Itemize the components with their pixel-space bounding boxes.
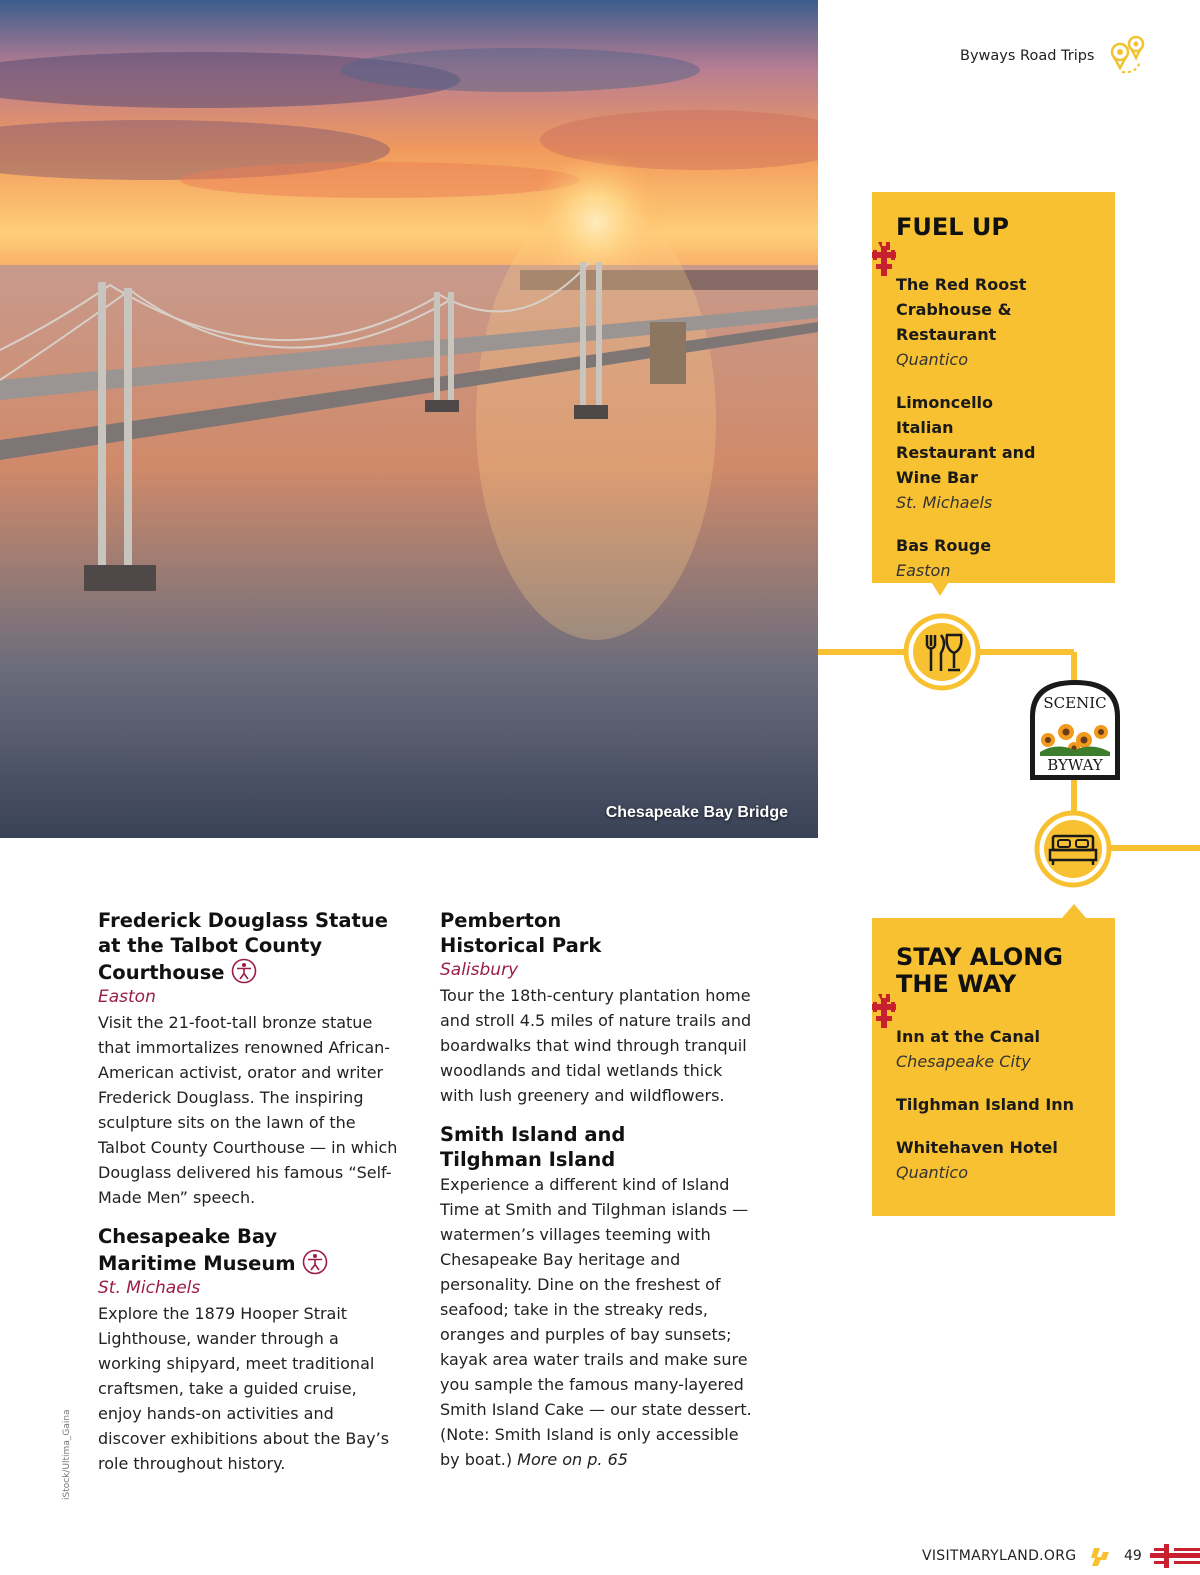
dining-icon xyxy=(903,613,981,691)
article-location: Salisbury xyxy=(440,960,519,980)
article-body: Tour the 18th-century plantation home and stroll 4.5 miles of nature trails and boardwalks that wind through tranquil woodlands and tidal wetlands thick with lush greenery and wildflowers. xyxy=(440,986,752,1105)
fuel-up-entry xyxy=(896,533,1105,583)
entry-name: Bas Rouge xyxy=(896,536,992,555)
maryland-cross-icon xyxy=(870,238,898,278)
article-body: Explore the 1879 Hooper Strait Lighthouse, wander through a working shipyard, meet traditional craftsmen, take a guided cruise, enjoy hands-on activities and discover exhibitions about the Bay’s role throughout history. xyxy=(98,1304,390,1473)
fuel-up-entry xyxy=(896,272,1105,372)
bed-icon xyxy=(1034,810,1112,888)
article-title: Smith Island and Tilghman Island xyxy=(440,1123,626,1171)
article xyxy=(98,908,398,1210)
brand-mark-icon xyxy=(1090,1546,1112,1568)
maryland-flag-icon xyxy=(1150,1544,1200,1568)
byway-sign-top: SCENIC xyxy=(1043,694,1107,712)
entry-name: The Red Roost Crabhouse & Restaurant xyxy=(896,275,1027,344)
article xyxy=(98,1224,398,1476)
fuel-up-title: FUEL UP xyxy=(896,213,1010,241)
entry-location: Chesapeake City xyxy=(896,1052,1031,1071)
entry-location: Quantico xyxy=(896,1163,968,1182)
accessibility-icon xyxy=(302,1249,328,1275)
stay-title: STAY ALONG THE WAY xyxy=(896,943,1064,998)
footer-site[interactable]: VISITMARYLAND.ORG xyxy=(922,1548,1077,1564)
stay-entry xyxy=(896,1135,1105,1185)
photo-credit: iStock/Ultima_Gaina xyxy=(62,1409,72,1500)
article-location: St. Michaels xyxy=(98,1278,201,1298)
fuel-up-entry xyxy=(896,390,1105,515)
section-label: Byways Road Trips xyxy=(960,48,1095,64)
stay-entry xyxy=(896,1024,1105,1074)
byway-sign-bottom: BYWAY xyxy=(1047,756,1103,774)
article-body: Visit the 21-foot-tall bronze statue that immortalizes renowned African-American activist, orator and writer Frederick Douglass. The inspiring sculpture sits on the lawn of the Talbot County Courthouse — in which Douglass delivered his famous “Self-Made Men” speech. xyxy=(98,1013,398,1207)
scenic-byway-sign xyxy=(1026,676,1124,782)
article xyxy=(440,1122,760,1472)
photo-caption: Chesapeake Bay Bridge xyxy=(605,804,788,821)
entry-name: Tilghman Island Inn xyxy=(896,1095,1075,1114)
more-link[interactable]: More on p. 65 xyxy=(517,1450,628,1469)
map-pins-icon xyxy=(1106,32,1150,76)
entry-location: Quantico xyxy=(896,350,968,369)
entry-name: Limoncello Italian Restaurant and Wine Bar xyxy=(896,393,1036,487)
article-title xyxy=(98,1224,338,1276)
hero-photo xyxy=(0,0,818,838)
entry-location: St. Michaels xyxy=(896,493,993,512)
entry-name: Inn at the Canal xyxy=(896,1027,1040,1046)
fuel-up-box xyxy=(872,192,1115,583)
entry-name: Whitehaven Hotel xyxy=(896,1138,1058,1157)
page-number: 49 xyxy=(1124,1548,1142,1564)
article-body-text: Experience a different kind of Island Time at Smith and Tilghman islands — watermen’s villages teeming with Chesapeake Bay heritage and personality. Dine on the freshest of seafood; take in the streaky reds, oranges and purples of bay sunsets; kayak area water trails and make sure you sample the famous many-layered Smith Island Cake — our state dessert. (Note: Smith Island is only accessible by boat.) xyxy=(440,1175,752,1469)
article-title-text: Frederick Douglass Statue at the Talbot County Courthouse xyxy=(98,909,388,984)
article-title-text: Chesapeake Bay Maritime Museum xyxy=(98,1225,296,1275)
article xyxy=(440,908,760,1108)
entry-location: Easton xyxy=(896,561,951,580)
stay-entry xyxy=(896,1092,1105,1117)
bridge-sunset-image xyxy=(0,0,818,838)
maryland-cross-icon xyxy=(870,990,898,1030)
article-column-left xyxy=(98,908,398,1490)
article-title xyxy=(98,908,398,985)
accessibility-icon xyxy=(231,958,257,984)
stay-along-the-way-box xyxy=(872,918,1115,1216)
article-location: Easton xyxy=(98,987,156,1007)
article-column-right xyxy=(440,908,760,1486)
article-body xyxy=(440,1172,760,1472)
article-title: Pemberton Historical Park xyxy=(440,909,602,957)
route-connector xyxy=(818,580,1200,920)
